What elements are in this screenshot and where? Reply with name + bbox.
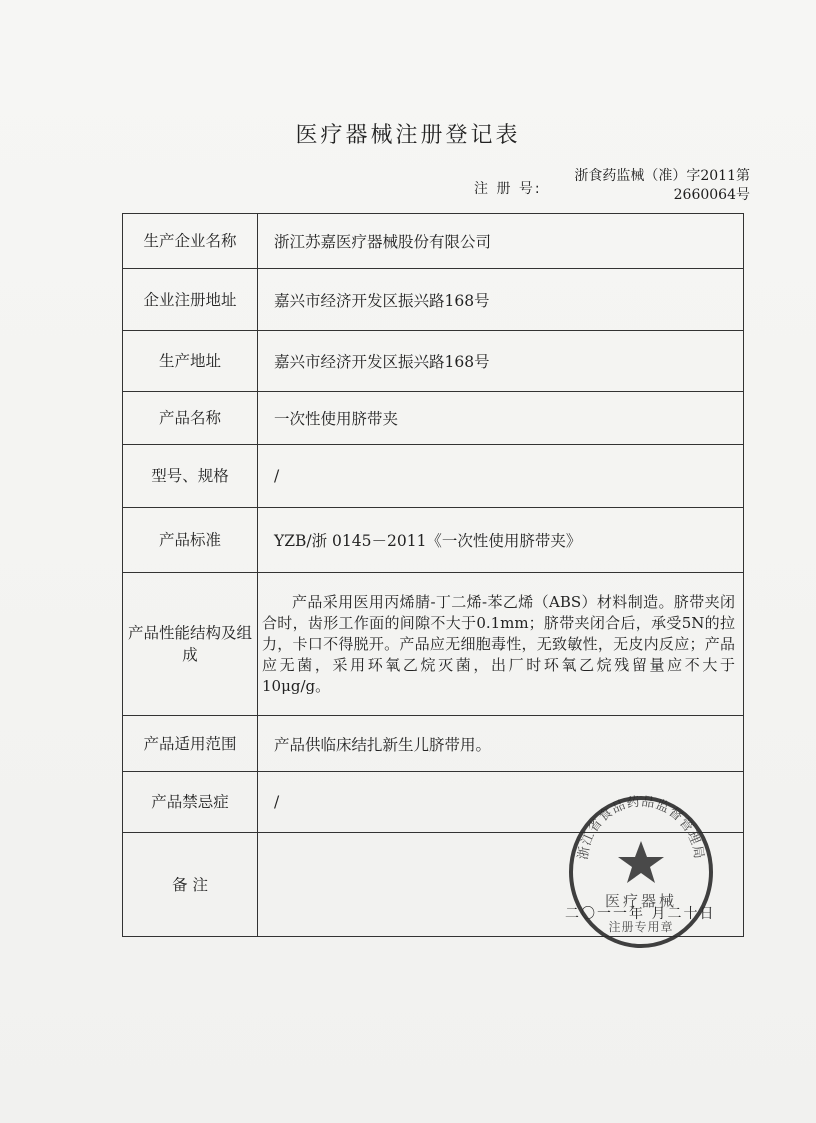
official-seal <box>566 793 716 951</box>
company-name-value: 浙江苏嘉医疗器械股份有限公司 <box>258 214 744 269</box>
table-row <box>123 392 744 445</box>
approval-date: 二〇一一年 月二十日 <box>565 906 716 922</box>
table-row <box>123 508 744 573</box>
production-address-value: 嘉兴市经济开发区振兴路168号 <box>258 331 744 392</box>
company-address-label: 企业注册地址 <box>123 269 258 331</box>
table-row <box>123 214 744 269</box>
table-row <box>123 445 744 508</box>
table-row <box>123 716 744 772</box>
registration-number: 浙食药监械（准）字2011第2660064号 <box>574 168 750 203</box>
table-row <box>123 331 744 392</box>
scope-value: 产品供临床结扎新生儿脐带用。 <box>258 716 744 772</box>
table-row <box>123 573 744 716</box>
model-spec-value: / <box>258 445 744 508</box>
registration-number-label: 注 册 号: <box>474 181 542 197</box>
production-address-label: 生产地址 <box>123 331 258 392</box>
seal-bottom-text: 注册专用章 <box>608 920 674 934</box>
product-standard-label: 产品标准 <box>123 508 258 573</box>
table-row <box>123 269 744 331</box>
performance-structure-label: 产品性能结构及组成 <box>123 573 258 716</box>
remarks-label: 备 注 <box>123 833 258 937</box>
page-title: 医疗器械注册登记表 <box>295 123 521 148</box>
seal-top-text: 浙江省食品药品监督管理局 <box>575 794 707 861</box>
model-spec-label: 型号、规格 <box>123 445 258 508</box>
company-name-label: 生产企业名称 <box>123 214 258 269</box>
product-name-value: 一次性使用脐带夹 <box>258 392 744 445</box>
performance-structure-value: 产品采用医用丙烯腈-丁二烯-苯乙烯（ABS）材料制造。脐带夹闭合时，齿形工作面的间隙不大于0.1mm；脐带夹闭合后，承受5N的拉力，卡口不得脱开。产品应无细胞毒性，无致敏性，无皮内反应；产品应无菌，采用环氧乙烷灭菌，出厂时环氧乙烷残留量应不大于10μg/g。 <box>258 573 744 716</box>
product-name-label: 产品名称 <box>123 392 258 445</box>
product-standard-value: YZB/浙 0145－2011《一次性使用脐带夹》 <box>258 508 744 573</box>
star-icon <box>618 841 664 883</box>
scope-label: 产品适用范围 <box>123 716 258 772</box>
seal-middle-text: 医疗器械 <box>604 892 678 910</box>
contraindication-label: 产品禁忌症 <box>123 772 258 833</box>
company-address-value: 嘉兴市经济开发区振兴路168号 <box>258 269 744 331</box>
contraindication-value: / <box>258 772 744 833</box>
